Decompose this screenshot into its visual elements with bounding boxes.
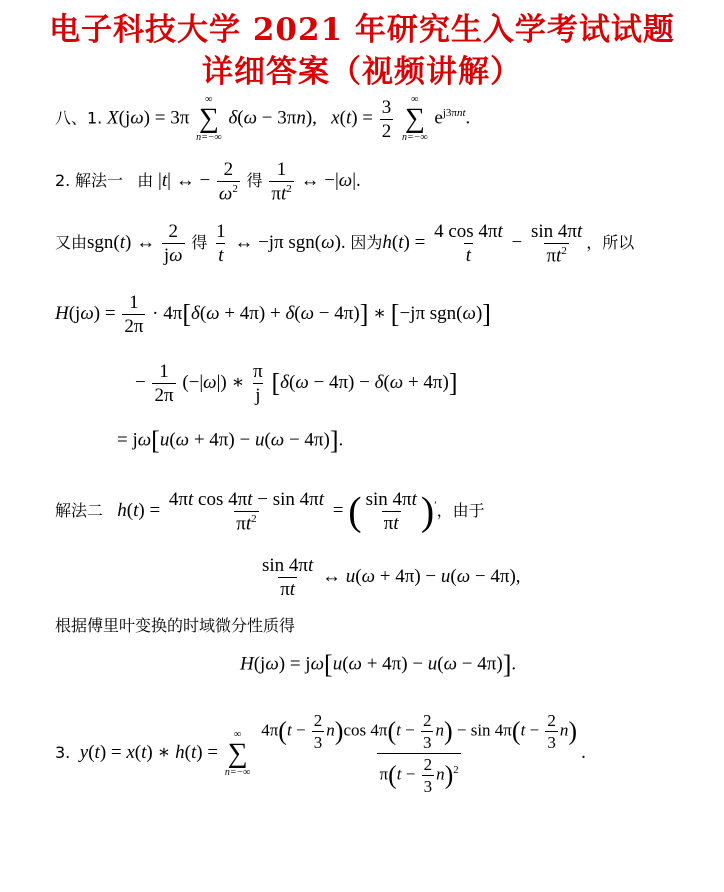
derivation-H-line2: − $\frac{1}{2\pi}$ (−|ω|) ∗ $\frac{\pi}{j}$ [δ(ω − 4π) − δ(ω + 4π)] — [135, 361, 458, 406]
sinc-pair-line: $\frac{\sin 4\pi t}{\pi t}$ ↔ u(ω + 4π) − u(ω − 4π), — [262, 555, 521, 600]
derivation-H-result: = jω[u(ω + 4π) − u(ω − 4π)]. — [117, 426, 344, 455]
method-2-result: H(jω) = jω[u(ω + 4π) − u(ω − 4π)]. — [240, 650, 517, 679]
answer-2-line: 2. 解法一 由 |t| ↔ − $\frac{2}{\omega^2}$ 得 $\frac{1}{\pi t^2}$ ↔ −|ω|. — [55, 159, 361, 205]
part-label: 八、1. — [55, 108, 103, 128]
answer-3-line: 3. y(t) = x(t) ∗ h(t) = ∞ ∑ n=−∞ 4π(t − $\frac{2}{3}$ n)cos 4π(t − $\frac{2}{3}$ n) − sin 4π(t − $\frac{2}{3}$ n) π(t − $\frac{2}{3}$ n)$^2$ . — [55, 711, 586, 796]
answer-1-line: 八、1. X(jω) = 3π ∞ ∑ n=−∞ δ(ω − 3πn), x(t) = $\frac{3}{2}$ ∞ ∑ n=−∞ $e^{j3\pi nt}$. — [55, 94, 471, 143]
page-title-line2: 详细答案（视频讲解） — [202, 54, 522, 90]
derivation-H-line1: H(jω) = $\frac{1}{2\pi}$ · 4π[δ(ω + 4π) + δ(ω − 4π)] ∗ [−jπ sgn(ω)] — [55, 292, 491, 337]
sum-symbol: ∞ ∑ n=−∞ — [196, 94, 222, 143]
answer-2-line-b: 又由sgn(t) ↔ $\frac{2}{j\omega}$ 得 $\frac{1}{t}$ ↔ −jπ sgn(ω). 因为h(t) = $\frac{4 \cos 4\pi t}{t}$ − $\frac{\sin 4\pi t}{\pi t^2}$ ，所以 — [55, 221, 635, 267]
property-text: 根据傅里叶变换的时域微分性质得 — [55, 616, 296, 635]
method-2-line: 解法二 h(t) = $\frac{\text{4πt cos 4πt − sin 4πt}}{\pi t^2}$ = ( $\frac{\sin 4\pi t}{\pi t}$ )′，由于 — [55, 488, 485, 535]
page-title-line1: 电子科技大学 2021 年研究生入学考试试题 — [49, 12, 675, 48]
